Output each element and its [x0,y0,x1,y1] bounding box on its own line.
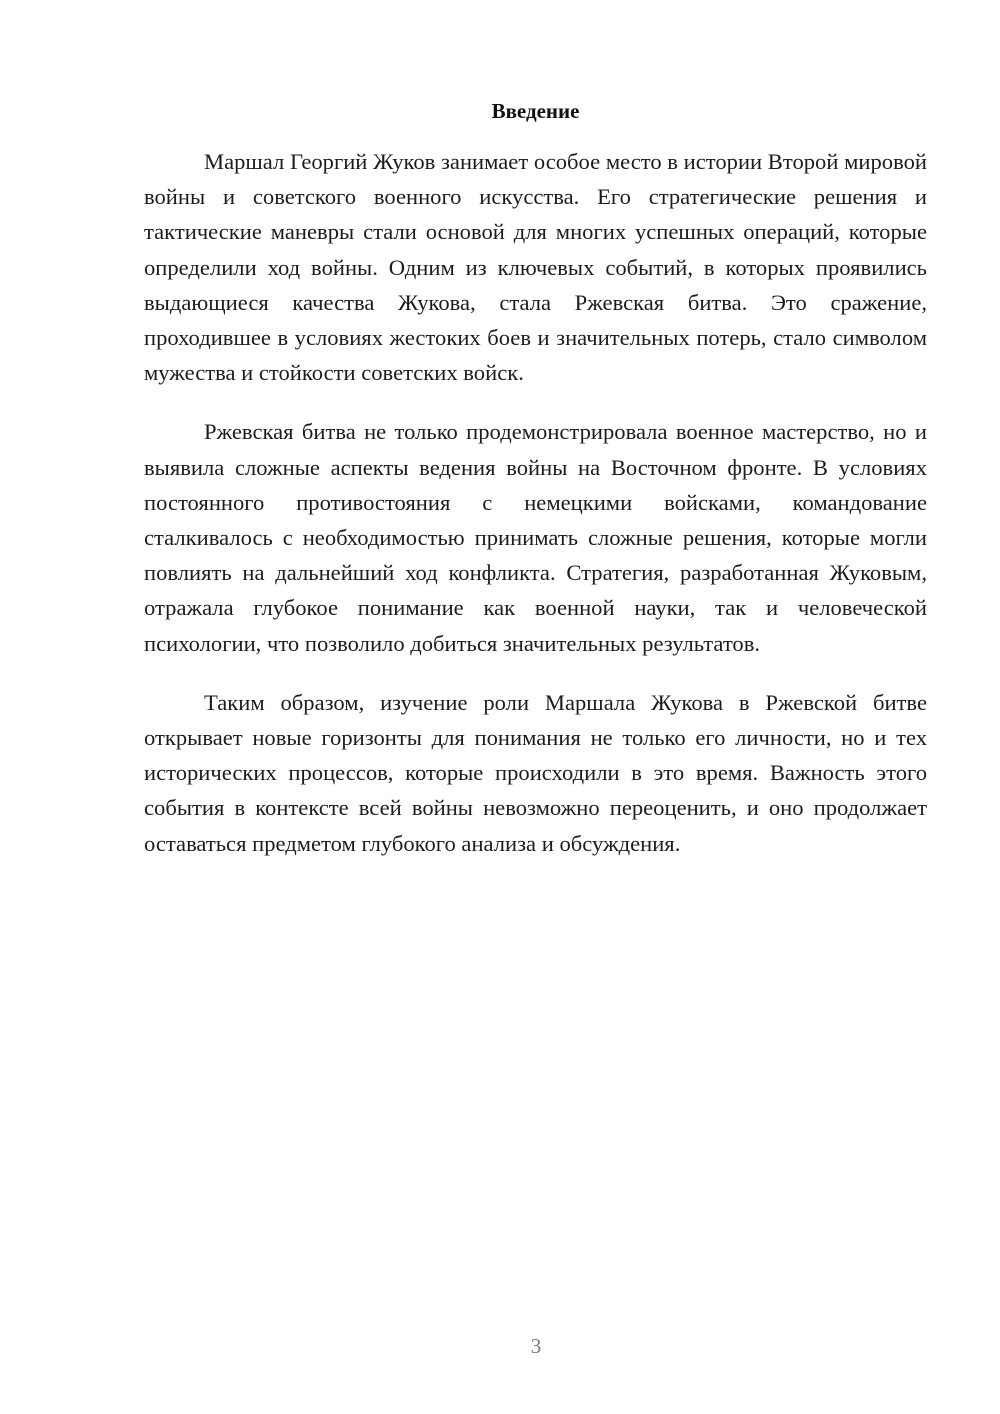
page-number: 3 [530,1334,542,1358]
paragraph-2: Ржевская битва не только продемонстрировала военное мастерство, но и выявила сложные аспекты ведения войны на Восточном фронте. В условиях постоянного противостояния с немецкими войсками, командование сталкивалось с необходимостью принимать сложные решения, которые могли повлиять на дальнейший ход конфликта. Стратегия, разработанная Жуковым, отражала глубокое понимание как военной науки, так и человеческой психологии, что позволило добиться значительных результатов. [144,419,927,656]
paragraph-1: Маршал Георгий Жуков занимает особое место в истории Второй мировой войны и советского военного искусства. Его стратегические решения и тактические маневры стали основой для многих успешных операций, которые определили ход войны. Одним из ключевых событий, в которых проявились выдающиеся качества Жукова, стала Ржевская битва. Это сражение, проходившее в условиях жестоких боев и значительных потерь, стало символом мужества и стойкости советских войск. [144,149,927,386]
paragraph-3: Таким образом, изучение роли Маршала Жукова в Ржевской битве открывает новые горизонты для понимания не только его личности, но и тех исторических процессов, которые происходили в это время. Важность этого события в контексте всей войны невозможно переоценить, и оно продолжает оставаться предметом глубокого анализа и обсуждения. [144,689,927,856]
section-heading: Введение [491,99,580,123]
page-content [144,94,927,885]
